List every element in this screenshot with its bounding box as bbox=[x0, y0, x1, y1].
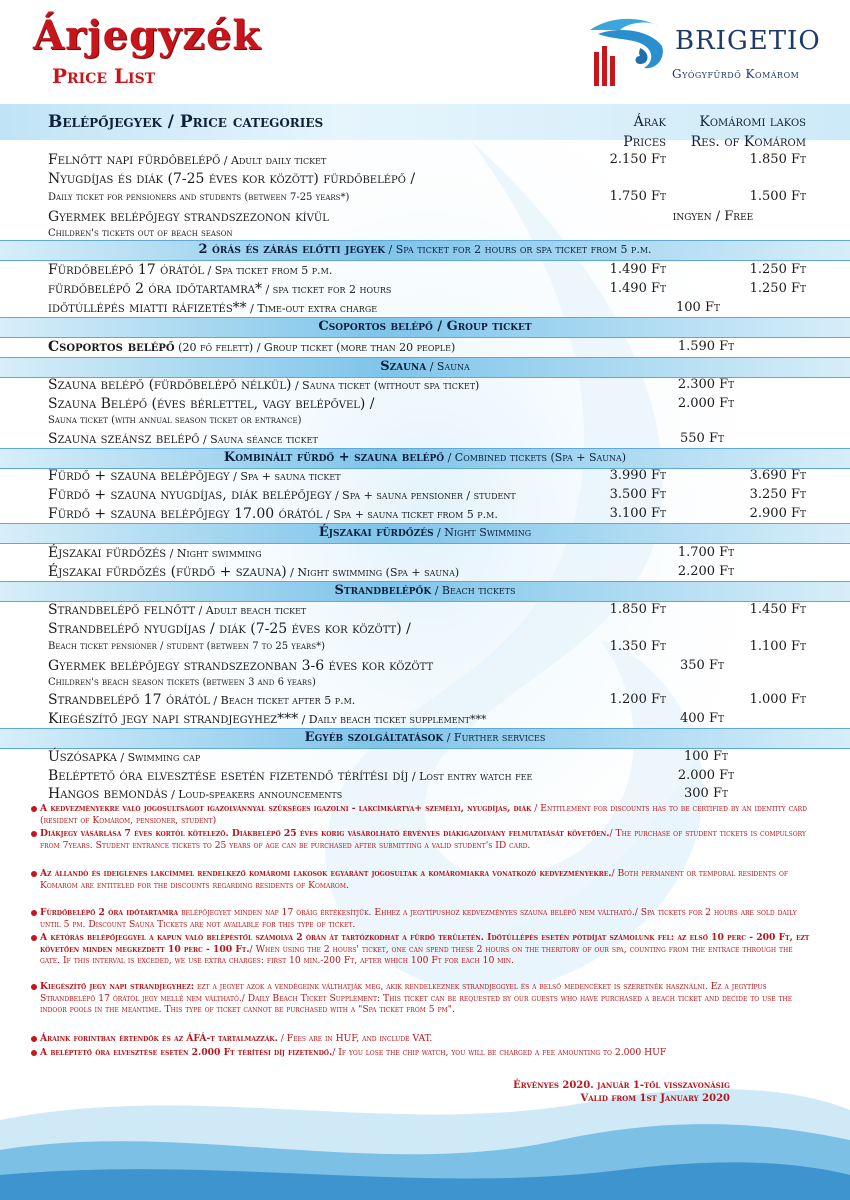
section-title-group bbox=[0, 319, 850, 334]
row-label: Hangos bemondás bbox=[48, 786, 168, 802]
row-label-en: / Lost entry watch fee bbox=[408, 770, 533, 783]
resident-price-value: 1.100 Ft bbox=[749, 639, 806, 654]
row-label-extra: (20 fő felett) bbox=[174, 341, 254, 354]
row-spa-2hours bbox=[48, 281, 391, 297]
price-value: 400 Ft bbox=[680, 711, 724, 726]
price-value: 1.490 Ft bbox=[609, 262, 666, 277]
bullet-icon bbox=[31, 910, 37, 916]
row-spa-sauna-5pm bbox=[48, 506, 498, 522]
row-label-en: / Group ticket (more than 20 people) bbox=[253, 341, 456, 354]
row-label: Strandbelépő 17 órától bbox=[48, 692, 210, 708]
row-loudspeaker bbox=[48, 786, 342, 802]
row-label-en: / Spa ticket from 5 p.m. bbox=[204, 264, 333, 277]
resident-price-value: 1.250 Ft bbox=[749, 262, 806, 277]
price-value: 3.100 Ft bbox=[609, 506, 666, 521]
row-label-en: / Night swimming (Spa + sauna) bbox=[286, 566, 460, 579]
row-label-en: / Adult daily ticket bbox=[220, 154, 327, 167]
resident-price-value: 2.900 Ft bbox=[749, 506, 806, 521]
row-sublabel: Daily ticket for pensioners and students (between 7-25 years*) bbox=[48, 192, 350, 203]
note-2hours bbox=[40, 907, 810, 930]
row-label: Fürdő + szauna belépőjegy 17.00 órától bbox=[48, 506, 323, 522]
row-beach-supplement bbox=[48, 711, 486, 727]
note-student-ticket bbox=[40, 828, 810, 851]
price-value: 1.700 Ft bbox=[677, 545, 735, 560]
table-header-title: Belépőjegyek / Price categories bbox=[48, 112, 324, 132]
note-bold: Diákjegy vásárlása 7 éves kortól kötelező. Diákbelépő 25 éves korig vásárolható érvényes diákigazolvány felmutatását követően. bbox=[40, 828, 610, 839]
note-bold: Az állandó és ideiglenes lakcímmel rendelkező komáromi lakosok egyaránt jogosultak a komáromiakra vonatkozó kedvezményekre. bbox=[40, 868, 612, 879]
section-title-hu: Egyéb szolgáltatások bbox=[304, 730, 444, 745]
col-header-prices-hu: Árak bbox=[633, 114, 666, 130]
price-value: 2.200 Ft bbox=[677, 564, 735, 579]
price-value: 1.200 Ft bbox=[609, 692, 666, 707]
row-night-swimming bbox=[48, 545, 262, 561]
note-timeout bbox=[40, 932, 810, 967]
row-label: Úszósapka bbox=[48, 749, 117, 765]
price-value: 1.350 Ft bbox=[609, 639, 666, 654]
row-swimming-cap bbox=[48, 749, 200, 765]
row-pensioner-student: Nyugdíjas és diák (7-25 éves kor között) fürdőbelépő / bbox=[48, 171, 416, 187]
price-value: 1.490 Ft bbox=[609, 281, 666, 296]
note-supplement bbox=[40, 981, 810, 1016]
price-value: 1.750 Ft bbox=[609, 189, 666, 204]
bullet-icon bbox=[31, 806, 37, 812]
row-label: Szauna szeánsz belépő bbox=[48, 431, 200, 447]
section-title-en: / Combined tickets (Spa + Sauna) bbox=[444, 451, 627, 464]
resident-price-value: 3.690 Ft bbox=[749, 468, 806, 483]
row-spa-sauna bbox=[48, 468, 341, 484]
note-text: / Entitlement for discounts has to be certified by an identity card (resident of Komárom, pensioner, student) bbox=[40, 803, 807, 826]
section-title-combined bbox=[0, 450, 850, 465]
resident-price-value: 3.250 Ft bbox=[749, 487, 806, 502]
note-text: belépőjegyet minden nap 17 óráig értékesítjük. Ehhez a jegytípushoz kedvezményes szauna belépő nem váltható./ Spa tickets for 2 hours are sold daily until 5 pm. Discount Sauna Tickets are not available for this type of ticket. bbox=[40, 907, 797, 930]
row-label: Fürdő + szauna belépőjegy bbox=[48, 468, 230, 484]
section-title-en: / Night Swimming bbox=[433, 526, 532, 539]
validity-hu: Érvényes 2020. január 1-től visszavonásig bbox=[513, 1080, 730, 1091]
row-night-swimming-sauna bbox=[48, 564, 459, 580]
note-bold: Fürdőbelépő 2 óra időtartamra bbox=[40, 907, 179, 918]
note-text: / Fees are in HUF, and include VAT. bbox=[277, 1033, 433, 1044]
row-spa-sauna-pensioner bbox=[48, 487, 516, 503]
bullet-icon bbox=[31, 984, 37, 990]
note-text: / When using the 2 hours' ticket, one can spend these 2 hours on the theritory of our spa, counting from the entrace through the gate. If this interval is exceded, we use extra charges: first 10 min.-200 Ft, after which 100 Ft for each 10 min. bbox=[40, 943, 793, 966]
section-title-2hours bbox=[0, 242, 850, 257]
row-sublabel: Children's tickets out of beach season bbox=[48, 228, 233, 239]
row-sauna-ticket bbox=[48, 377, 479, 393]
validity-en: Valid from 1st January 2020 bbox=[580, 1093, 730, 1104]
price-value: 350 Ft bbox=[680, 658, 724, 673]
row-label: Fürdőbelépő 17 órától bbox=[48, 262, 205, 278]
row-label-en: / Spa + sauna ticket from 5 p.m. bbox=[322, 508, 498, 521]
price-value: 1.590 Ft bbox=[677, 339, 735, 354]
note-bold: Áraink forintban értendők és az ÁFÁ-t tartalmazzák. bbox=[40, 1033, 278, 1044]
section-title-night bbox=[0, 525, 850, 540]
row-label-en: / Night swimming bbox=[166, 547, 262, 560]
note-bold: A kétórás belépőjeggyel a kapun való belépéstől számolva 2 órán át tartózkodhat a fürdő területén. Időtúllépés esetén pótdíjat számolunk fel: az első 10 perc - 200 Ft, ezt követően minden megkezdett 10 perc - 100 Ft. bbox=[40, 932, 810, 955]
row-label-en: / Loud-speakers announcements bbox=[167, 788, 343, 801]
section-title-services bbox=[0, 730, 850, 745]
col-header-residents-en: Res. of Komárom bbox=[690, 134, 806, 150]
page-subtitle: Price List bbox=[52, 64, 156, 88]
note-residents bbox=[40, 868, 810, 891]
price-value: 550 Ft bbox=[680, 431, 724, 446]
row-label: Szauna belépő (fürdőbelépő nélkül) bbox=[48, 377, 292, 393]
note-bold: Kiegészítő jegy napi strandjegyhez: bbox=[40, 981, 195, 992]
row-label-en: / Adult beach ticket bbox=[195, 604, 307, 617]
row-sublabel: Children's beach season tickets (between 3 and 6 years) bbox=[48, 677, 316, 688]
resident-price-value: 1.000 Ft bbox=[749, 692, 806, 707]
note-text: / Both permanent or temporal residents of Komarom are entiteled for the discounts regarding residents of Komarom. bbox=[40, 868, 789, 891]
bullet-icon bbox=[31, 935, 37, 941]
resident-price-value: 1.450 Ft bbox=[749, 602, 806, 617]
price-value: 100 Ft bbox=[676, 300, 720, 315]
section-title-en: / Sauna bbox=[426, 360, 470, 373]
col-header-residents-hu: Komáromi lakos bbox=[699, 114, 806, 130]
row-label: Fürdő + szauna nyugdíjas, diák belépőjegy bbox=[48, 487, 332, 503]
note-text: / If you lose the chip watch, you will be charged a fee amounting to 2.000 HUF bbox=[332, 1047, 667, 1058]
row-label-en: / spa ticket for 2 hours bbox=[262, 283, 392, 296]
row-lost-watch bbox=[48, 768, 532, 784]
logo-name: BRIGETIO bbox=[675, 26, 821, 56]
row-adult-daily bbox=[48, 152, 326, 168]
row-beach-adult bbox=[48, 602, 306, 618]
note-bold: A beléptető óra elvesztése esetén 2.000 Ft térítési díj fizetendő. bbox=[40, 1047, 333, 1058]
row-label: Beléptető óra elvesztése esetén fizetendő térítési díj bbox=[48, 768, 409, 784]
row-spa-from-5pm bbox=[48, 262, 332, 278]
section-title-beach bbox=[0, 583, 850, 598]
resident-price-value: 1.250 Ft bbox=[749, 281, 806, 296]
row-label: Strandbelépő felnőtt bbox=[48, 602, 196, 618]
price-value: 3.990 Ft bbox=[609, 468, 666, 483]
row-label-en: / Spa + sauna ticket bbox=[229, 470, 341, 483]
note-text: / The purchase of student tickets is compulsory from 7years. Student entrance tickets to 25 years of age can be purchased after submitting a valid student's ID card. bbox=[40, 828, 806, 851]
price-value: 2.300 Ft bbox=[677, 377, 735, 392]
row-label-en: / Time-out extra charge bbox=[246, 302, 378, 315]
price-value: 2.000 Ft bbox=[677, 396, 735, 411]
row-beach-child: Gyermek belépőjegy strandszezonban 3-6 éves kor között bbox=[48, 658, 434, 674]
row-label-en: / Beach ticket after 5 p.m. bbox=[209, 694, 356, 707]
note-lost-watch bbox=[40, 1047, 810, 1059]
row-beach-5pm bbox=[48, 692, 355, 708]
row-sauna-season: Szauna Belépő (éves bérlettel, vagy belépővel) / bbox=[48, 396, 375, 412]
price-value: 1.850 Ft bbox=[609, 602, 666, 617]
section-title-hu: Szauna bbox=[380, 359, 427, 374]
note-text: ezt a jegyet azok a vendégeink válthatják meg, akik rendelkeznek strandjeggyel és a belső medencéket is szeretnék használni. Ez a jegytípus Strandbelépő 17 órától jegy mellé nem váltható./ Daily Beach Ticket Supplement: This ticket can be requested by our guests who have purchased a beach ticket and decide to use the indoor pools in the meantime. This type of ticket cannot be purchased with a "Spa ticket from 5 pm". bbox=[40, 981, 793, 1015]
price-value: 3.500 Ft bbox=[609, 487, 666, 502]
row-label: Éjszakai fürdőzés (fürdő + szauna) bbox=[48, 564, 287, 580]
section-title-hu: Kombinált fürdő + szauna belépő bbox=[223, 450, 445, 465]
col-header-prices-en: Prices bbox=[623, 134, 666, 150]
bullet-icon bbox=[31, 1050, 37, 1056]
row-group-ticket bbox=[48, 339, 455, 355]
row-label: fürdőbelépő 2 óra időtartamra* bbox=[48, 281, 263, 297]
row-label-en: / Spa + sauna pensioner / student bbox=[331, 489, 516, 502]
section-title-hu: 2 órás és zárás előtti jegyek bbox=[198, 242, 386, 257]
row-timeout-charge bbox=[48, 300, 377, 316]
row-sublabel: Sauna ticket (with annual season ticket or entrance) bbox=[48, 415, 302, 426]
bullet-icon bbox=[31, 871, 37, 877]
bullet-icon bbox=[31, 1036, 37, 1042]
section-title-en: / Further services bbox=[443, 731, 546, 744]
row-label-en: / Swimming cap bbox=[116, 751, 201, 764]
row-label: Csoportos belépő bbox=[48, 339, 175, 355]
section-title-hu: Éjszakai fürdőzés bbox=[318, 525, 434, 540]
price-value: 2.000 Ft bbox=[677, 768, 735, 783]
row-label: Kiegészítő jegy napi strandjegyhez*** bbox=[48, 711, 299, 727]
price-value: 2.150 Ft bbox=[609, 152, 666, 167]
note-discount-proof bbox=[40, 803, 810, 826]
col-header-prices bbox=[578, 112, 666, 152]
bullet-icon bbox=[31, 831, 37, 837]
logo-subtitle: Gyógyfürdő Komárom bbox=[672, 67, 800, 81]
page-title: Árjegyzék bbox=[33, 12, 262, 59]
row-label: Felnőtt napi fürdőbelépő bbox=[48, 152, 221, 168]
resident-price-value: 1.500 Ft bbox=[749, 189, 806, 204]
price-value: ingyen / Free bbox=[672, 209, 754, 224]
row-label-en: / Sauna séance ticket bbox=[199, 433, 318, 446]
row-beach-pensioner: Strandbelépő nyugdíjas / diák (7-25 éves kor között) / bbox=[48, 621, 411, 637]
section-title-en: / Beach tickets bbox=[431, 584, 516, 597]
row-child-offseason: Gyermek belépőjegy strandszezonon kívül bbox=[48, 209, 329, 225]
price-value: 100 Ft bbox=[684, 749, 728, 764]
row-label-en: / Daily beach ticket supplement*** bbox=[298, 713, 487, 726]
note-vat bbox=[40, 1033, 810, 1045]
row-label: Éjszakai fürdőzés bbox=[48, 545, 167, 561]
price-value: 300 Ft bbox=[684, 786, 728, 801]
resident-price-value: 1.850 Ft bbox=[749, 152, 806, 167]
col-header-residents bbox=[670, 112, 806, 152]
row-sauna-seance bbox=[48, 431, 318, 447]
row-sublabel: Beach ticket pensioner / student (between 7 to 25 years*) bbox=[48, 641, 325, 652]
section-title-hu: Csoportos belépő / Group ticket bbox=[318, 319, 532, 334]
section-title-sauna bbox=[0, 359, 850, 374]
row-label-en: / Sauna ticket (without spa ticket) bbox=[291, 379, 480, 392]
section-title-en: / Spa ticket for 2 hours or spa ticket from 5 p.m. bbox=[385, 243, 652, 256]
note-bold: A kedvezményekre való jogosultságot igazolvánnyal szükséges igazolni - lakcímkártya+ személyi, nyugdíjas, diák bbox=[40, 803, 532, 814]
row-label: időtúllépés miatti ráfizetés** bbox=[48, 300, 247, 316]
section-title-hu: Strandbelépők bbox=[334, 583, 432, 598]
